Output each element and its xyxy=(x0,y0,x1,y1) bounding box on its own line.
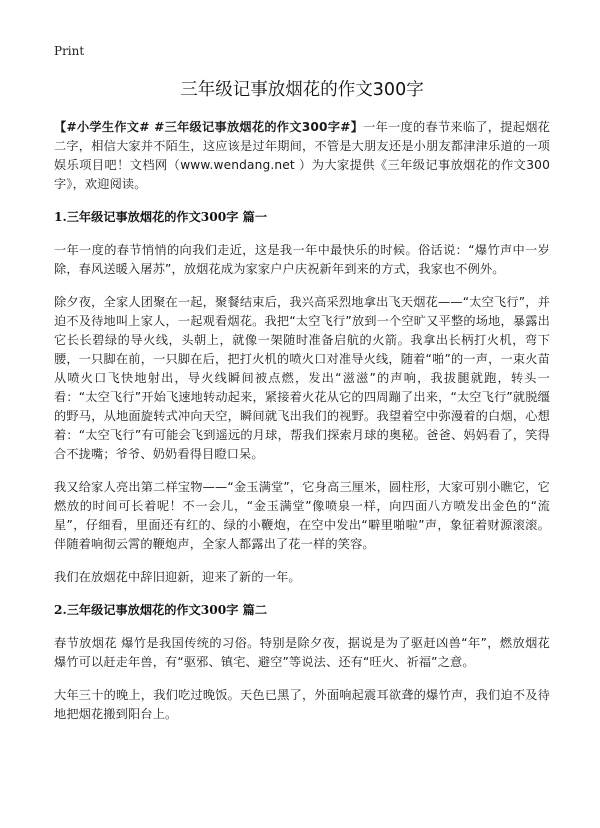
section-1-paragraph: 一年一度的春节悄悄的向我们走近，这是我一年中最快乐的时候。俗话说：“爆竹声中一岁除，春风送暖入屠苏”，放烟花成为家家户户庆祝新年到来的方式，我家也不例外。 xyxy=(54,243,550,276)
section-2-paragraph: 大年三十的晚上，我们吃过晚饭。天色已黑了，外面响起震耳欲聋的爆竹声，我们迫不及待地把烟花搬到阳台上。 xyxy=(54,688,550,721)
intro-text: 一年一度的春节来临了，提起烟花二字，相信大家并不陌生，这应该是过年期间，不管是大朋友还是小朋友都津津乐道的一项娱乐项目吧！文档网（www.wendang.net ）为大家提供《三年级记事放烟花的作文300字》，欢迎阅读。 xyxy=(54,120,550,191)
intro-paragraph xyxy=(54,118,550,194)
intro-tag: 【#小学生作文# #三年级记事放烟花的作文300字#】 xyxy=(54,120,364,134)
page-title: 三年级记事放烟花的作文300字 xyxy=(180,80,424,100)
section-1-paragraph: 我们在放烟花中辞旧迎新，迎来了新的一年。 xyxy=(54,570,301,584)
section-heading-1: 1.三年级记事放烟花的作文300字 篇一 xyxy=(54,210,268,224)
section-1-paragraph: 除夕夜，全家人团聚在一起，聚餐结束后，我兴高采烈地拿出飞天烟花——“太空飞行”，并迫不及待地叫上家人，一起观看烟花。我把“太空飞行”放到一个空旷又平整的场地，暴露出它长长碧绿的导火线，头朝上，就像一架随时准备启航的火箭。我拿出长柄打火机，弯下腰，一只脚在前，一只脚在后，把打火机的喷火口对准导火线，随着“啪”的一声，一束火苗从喷火口飞快地射出，导火线瞬间被点燃，发出“滋滋”的声响，我拔腿就跑，转头一看：“太空飞行”开始飞速地转动起来，紧接着火花从它的四周蹦了出来，“太空飞行”就脱缰的野马，从地面旋转式冲向天空，瞬间就飞出我们的视野。我望着空中弥漫着的白烟，心想着：“太空飞行”有可能会飞到遥远的月球，帮我们探索月球的奥秘。爸爸、妈妈看了，笑得合不拢嘴；爷爷、奶奶看得目瞪口呆。 xyxy=(54,295,550,461)
section-2-paragraph: 春节放烟花 爆竹是我国传统的习俗。特别是除夕夜，据说是为了驱赶凶兽“年”，燃放烟花 爆竹可以赶走年兽，有“驱邪、镇宅、避空”等说法、还有“旺火、祈福”之意。 xyxy=(54,636,550,669)
section-1-paragraph: 我又给家人亮出第二样宝物——“金玉满堂”，它身高三厘米，圆柱形，大家可别小瞧它，它燃放的时间可长着呢！不一会儿，“金玉满堂”像喷泉一样，向四面八方喷发出金色的“流星”，仔细看，里面还有红的、绿的小鞭炮，在空中发出“噼里啪啦”声，象征着财源滚滚。伴随着响彻云霄的鞭炮声，全家人都露出了花一样的笑容。 xyxy=(54,480,550,551)
section-heading-2: 2.三年级记事放烟花的作文300字 篇二 xyxy=(54,603,268,617)
print-link[interactable]: Print xyxy=(54,44,85,58)
